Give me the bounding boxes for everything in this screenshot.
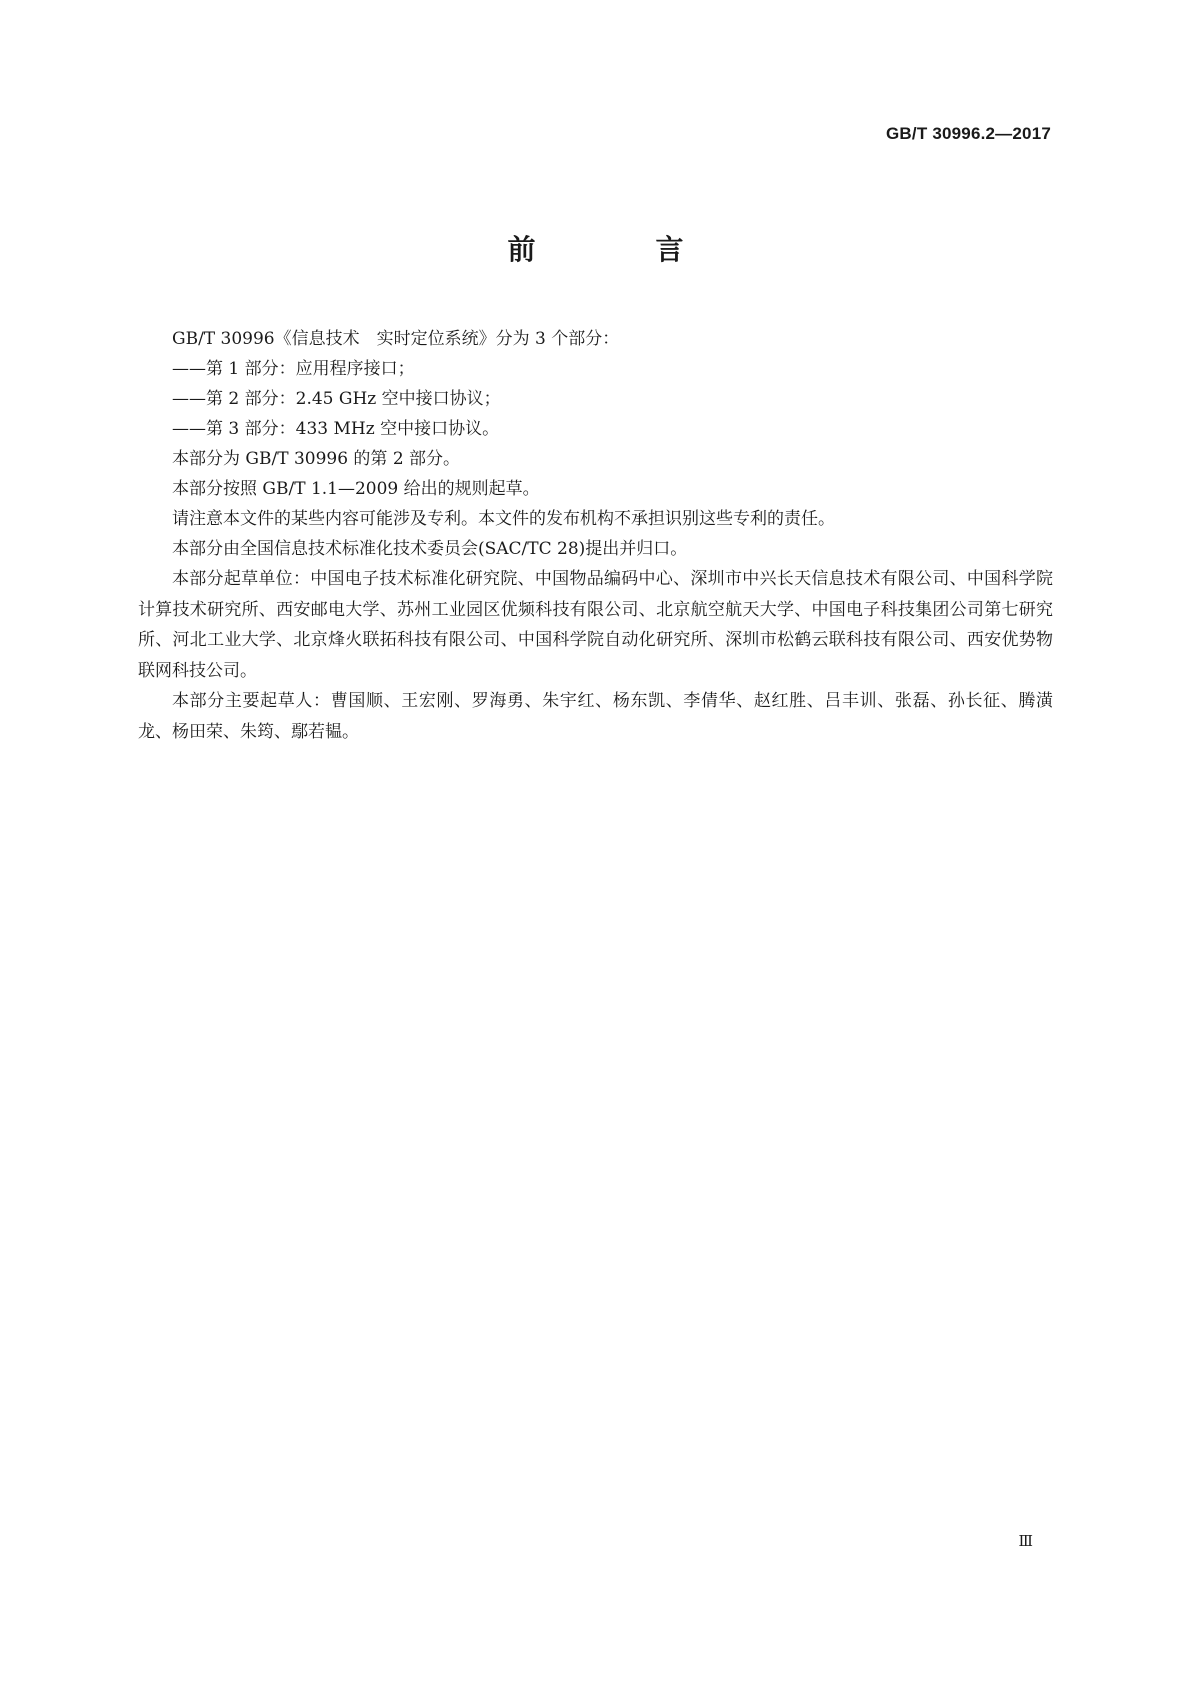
paragraph-patent-notice: 请注意本文件的某些内容可能涉及专利。本文件的发布机构不承担识别这些专利的责任。 [172,509,835,529]
paragraph-part-2: ——第 2 部分：2.45 GHz 空中接口协议； [172,389,501,409]
page-title: 前 言 [507,233,730,266]
paragraph-part-1: ——第 1 部分：应用程序接口； [172,359,415,379]
paragraph-parts-intro: GB/T 30996《信息技术 实时定位系统》分为 3 个部分： [172,329,620,349]
foreword-body [138,324,1053,747]
standard-code: GB/T 30996.2—2017 [886,124,1051,143]
paragraph-this-part: 本部分为 GB/T 30996 的第 2 部分。 [172,449,461,469]
page-number: Ⅲ [1018,1534,1033,1550]
paragraph-proposer: 本部分由全国信息技术标准化技术委员会(SAC/TC 28)提出并归口。 [172,539,688,559]
paragraph-drafters: 本部分主要起草人：曹国顺、王宏刚、罗海勇、朱宇红、杨东凯、李倩华、赵红胜、吕丰训、张磊、孙长征、腾潢龙、杨田荣、朱筠、鄢若韫。 [138,691,1053,742]
paragraph-part-3: ——第 3 部分：433 MHz 空中接口协议。 [172,419,500,439]
paragraph-drafting-rules: 本部分按照 GB/T 1.1—2009 给出的规则起草。 [172,479,540,499]
paragraph-drafting-units: 本部分起草单位：中国电子技术标准化研究院、中国物品编码中心、深圳市中兴长天信息技术有限公司、中国科学院计算技术研究所、西安邮电大学、苏州工业园区优频科技有限公司、北京航空航天大学、中国电子科技集团公司第七研究所、河北工业大学、北京烽火联拓科技有限公司、中国科学院自动化研究所、深圳市松鹤云联科技有限公司、西安优势物联网科技公司。 [138,569,1053,681]
